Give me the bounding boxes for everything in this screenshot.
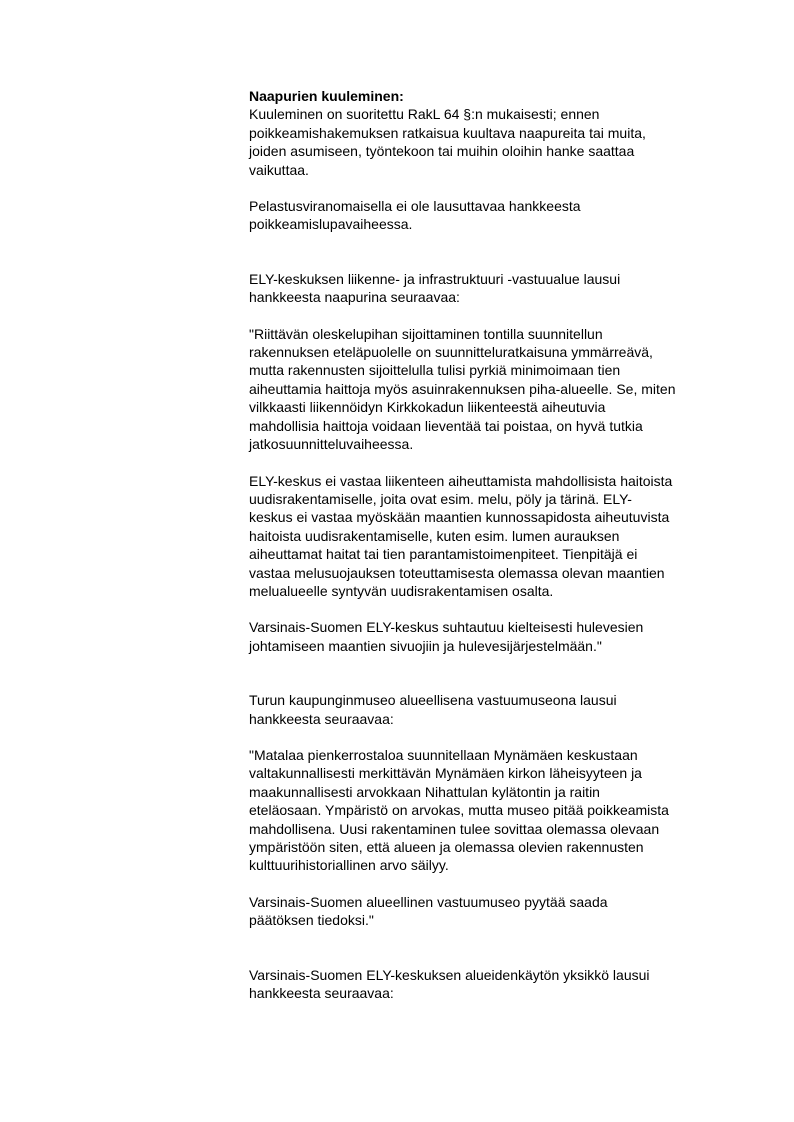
text-line: johtamiseen maantien sivuojiin ja hulevesijärjestelmään." xyxy=(249,637,602,654)
text-line: päätöksen tiedoksi." xyxy=(249,912,374,929)
text-line: melualueelle syntyvän uudisrakentamisen osalta. xyxy=(249,582,554,599)
text-line: hankkeesta seuraavaa: xyxy=(249,710,394,727)
text-line: poikkeamishakemuksen ratkaisua kuultava naapureita tai muita, xyxy=(249,124,646,141)
text-line: keskus ei vastaa myöskään maantien kunnossapidosta aiheutuvista xyxy=(249,509,670,526)
text-line: Pelastusviranomaisella ei ole lausuttavaa hankkeesta xyxy=(249,198,581,215)
section-heading: Naapurien kuuleminen: xyxy=(249,88,404,104)
text-line: Varsinais-Suomen ELY-keskus suhtautuu kielteisesti hulevesien xyxy=(249,619,644,636)
paragraph-kuuleminen xyxy=(249,105,719,179)
paragraph-museo-intro xyxy=(249,691,719,728)
text-line: mahdollisia haittoja voidaan lieventää tai poistaa, on hyvä tutkia xyxy=(249,417,643,434)
text-line: joiden asumiseen, työntekoon tai muihin oloihin hanke saattaa xyxy=(249,143,635,160)
text-line: vaikuttaa. xyxy=(249,161,309,178)
paragraph-ely-quote-3 xyxy=(249,618,719,655)
text-line: "Riittävän oleskelupihan sijoittaminen tontilla suunnitellun xyxy=(249,325,603,342)
text-line: kulttuurihistoriallinen arvo säilyy. xyxy=(249,857,449,874)
text-line: "Matalaa pienkerrostaloa suunnitellaan Mynämäen keskustaan xyxy=(249,746,638,763)
text-line: haitoista uudisrakentamiselle, kuten esim. lumen aurauksen xyxy=(249,527,620,544)
paragraph-ely-quote-2 xyxy=(249,472,719,601)
paragraph-museo-quote-1 xyxy=(249,746,719,875)
paragraph-ely-quote-1 xyxy=(249,325,719,454)
document-page xyxy=(249,87,719,1002)
text-line: valtakunnallisesti merkittävän Mynämäen kirkon läheisyyteen ja xyxy=(249,765,642,782)
text-line: poikkeamislupavaiheessa. xyxy=(249,216,413,233)
text-line: mutta rakennusten sijoittelulla tulisi pyrkiä minimoimaan tien xyxy=(249,362,621,379)
text-line: Kuuleminen on suoritettu RakL 64 §:n mukaisesti; ennen xyxy=(249,106,600,123)
text-line: hankkeesta seuraavaa: xyxy=(249,985,394,1002)
text-line: mahdollisena. Uusi rakentaminen tulee sovittaa olemassa olevaan xyxy=(249,820,660,837)
text-line: ELY-keskus ei vastaa liikenteen aiheuttamista mahdollisista haitoista xyxy=(249,472,673,489)
text-line: aiheuttamat haitat tai tien parantamistoimenpiteet. Tienpitäjä ei xyxy=(249,546,638,563)
paragraph-ely-intro xyxy=(249,270,719,307)
text-line: ympäristöön siten, että alueen ja olemassa olevien rakennusten xyxy=(249,839,644,855)
paragraph-museo-quote-2 xyxy=(249,893,719,930)
text-line: maakunnallisesti arvokkaan Nihattulan kylätontin ja raitin xyxy=(249,783,600,800)
text-line: vastaa melusuojauksen toteuttamisesta olemassa olevan maantien xyxy=(249,564,665,581)
paragraph-pelastus xyxy=(249,197,719,234)
text-line: vilkkaasti liikennöidyn Kirkkokadun liikenteestä aiheutuvia xyxy=(249,399,606,416)
text-line: uudisrakentamiselle, joita ovat esim. melu, pöly ja tärinä. ELY- xyxy=(249,490,632,507)
text-line: ELY-keskuksen liikenne- ja infrastruktuuri -vastuualue lausui xyxy=(249,270,621,287)
text-line: Varsinais-Suomen ELY-keskuksen alueidenkäytön yksikkö lausui xyxy=(249,966,650,983)
text-line: jatkosuunnitteluvaiheessa. xyxy=(249,436,414,453)
text-line: rakennuksen eteläpuolelle on suunnitteluratkaisuna ymmärreävä, xyxy=(249,344,653,361)
text-line: Varsinais-Suomen alueellinen vastuumuseo pyytää saada xyxy=(249,893,608,910)
text-line: aiheuttamia haittoja myös asuinrakennuksen piha-alueelle. Se, miten xyxy=(249,380,676,397)
paragraph-alueidenkaytto-intro xyxy=(249,966,719,1003)
text-line: hankkeesta naapurina seuraavaa: xyxy=(249,289,460,306)
text-line: Turun kaupunginmuseo alueellisena vastuumuseona lausui xyxy=(249,692,617,709)
text-line: eteläosaan. Ympäristö on arvokas, mutta museo pitää poikkeamista xyxy=(249,802,669,819)
